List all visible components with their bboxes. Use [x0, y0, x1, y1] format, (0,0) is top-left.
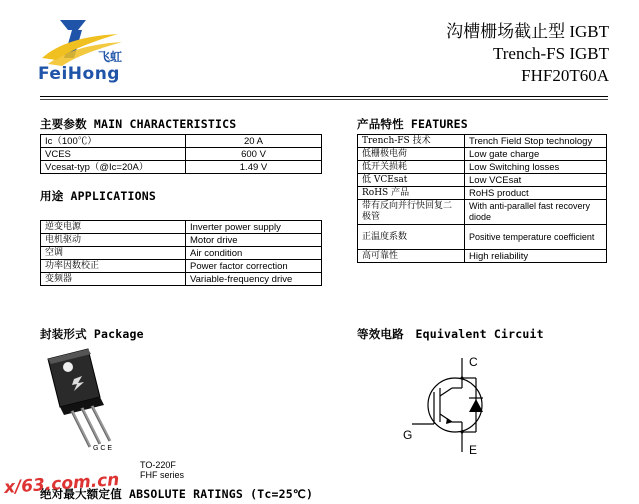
table-row	[41, 273, 322, 286]
table-row	[41, 234, 322, 247]
feature-cn-cell: 低 VCEsat	[358, 174, 465, 187]
app-en-cell: Variable-frequency drive	[186, 273, 322, 286]
feature-en-cell: Positive temperature coefficient	[465, 225, 607, 250]
package-name: TO-220F	[140, 460, 176, 470]
feature-cn-cell: 高可靠性	[358, 250, 465, 263]
gate-label: G	[403, 428, 413, 442]
feature-cn-cell: Trench-FS 技术	[358, 135, 465, 148]
app-cn-cell: 变频器	[41, 273, 186, 286]
logo-english: FeiHong	[38, 64, 120, 84]
app-cn-cell: 电机驱动	[41, 234, 186, 247]
package-series: FHF series	[140, 470, 185, 480]
applications-table	[40, 220, 322, 286]
part-number: FHF20T60A	[521, 66, 609, 85]
title-english: Trench-FS IGBT	[492, 44, 609, 63]
table-row	[41, 161, 322, 174]
to220f-package-icon	[38, 345, 158, 460]
applications-title: 用途 APPLICATIONS	[40, 189, 157, 203]
feature-cn-cell: 低栅极电荷	[358, 148, 465, 161]
feature-en-cell: Low VCEsat	[465, 174, 607, 187]
emitter-label: E	[469, 443, 478, 457]
header-rule	[40, 96, 608, 97]
app-en-cell: Inverter power supply	[186, 221, 322, 234]
param-cell: Vcesat-typ（@Ic=20A）	[41, 161, 186, 174]
package-pins: G C E	[93, 445, 113, 452]
feature-en-cell: Trench Field Stop technology	[465, 135, 607, 148]
circuit-title: 等效电路 Equivalent Circuit	[357, 327, 544, 341]
table-row	[358, 174, 607, 187]
app-en-cell: Air condition	[186, 247, 322, 260]
feature-en-cell: Low Switching losses	[465, 161, 607, 174]
feature-en-cell: With anti-parallel fast recovery diode	[465, 200, 607, 225]
feature-cn-cell: 带有反向并行快回复二极管	[358, 200, 465, 225]
table-row	[358, 187, 607, 200]
app-cn-cell: 功率因数校正	[41, 260, 186, 273]
absolute-ratings-title: 绝对最大额定值 ABSOLUTE RATINGS (Tc=25℃)	[40, 487, 314, 501]
feature-cn-cell: RoHS 产品	[358, 187, 465, 200]
collector-label: C	[469, 355, 478, 369]
table-row	[358, 161, 607, 174]
table-row	[41, 247, 322, 260]
features-title: 产品特性 FEATURES	[357, 117, 468, 131]
watermark-text: x/63.com.cn	[3, 469, 120, 499]
value-cell: 600 V	[186, 148, 322, 161]
logo-chinese: 飞虹	[98, 50, 123, 64]
table-row	[41, 260, 322, 273]
main-characteristics-table	[40, 134, 322, 174]
app-cn-cell: 空调	[41, 247, 186, 260]
table-row	[41, 135, 322, 148]
table-row	[41, 148, 322, 161]
param-cell: VCES	[41, 148, 186, 161]
logo-mark-icon	[38, 14, 138, 66]
feature-cn-cell: 低开关损耗	[358, 161, 465, 174]
app-en-cell: Power factor correction	[186, 260, 322, 273]
app-en-cell: Motor drive	[186, 234, 322, 247]
igbt-symbol-icon	[400, 352, 510, 457]
table-row	[358, 225, 607, 250]
header-rule-thin	[40, 99, 608, 100]
table-row	[358, 200, 607, 225]
app-cn-cell: 逆变电源	[41, 221, 186, 234]
table-row	[358, 135, 607, 148]
feature-cn-cell: 正温度系数	[358, 225, 465, 250]
value-cell: 20 A	[186, 135, 322, 148]
brand-logo	[38, 14, 138, 86]
feature-en-cell: RoHS product	[465, 187, 607, 200]
main-characteristics-title: 主要参数 MAIN CHARACTERISTICS	[40, 117, 237, 131]
title-chinese: 沟槽栅场截止型 IGBT	[446, 22, 609, 41]
feature-en-cell: Low gate charge	[465, 148, 607, 161]
table-row	[41, 221, 322, 234]
feature-en-cell: High reliability	[465, 250, 607, 263]
package-title: 封装形式 Package	[40, 327, 144, 341]
param-cell: Ic（100℃）	[41, 135, 186, 148]
features-table	[357, 134, 607, 263]
table-row	[358, 250, 607, 263]
table-row	[358, 148, 607, 161]
value-cell: 1.49 V	[186, 161, 322, 174]
